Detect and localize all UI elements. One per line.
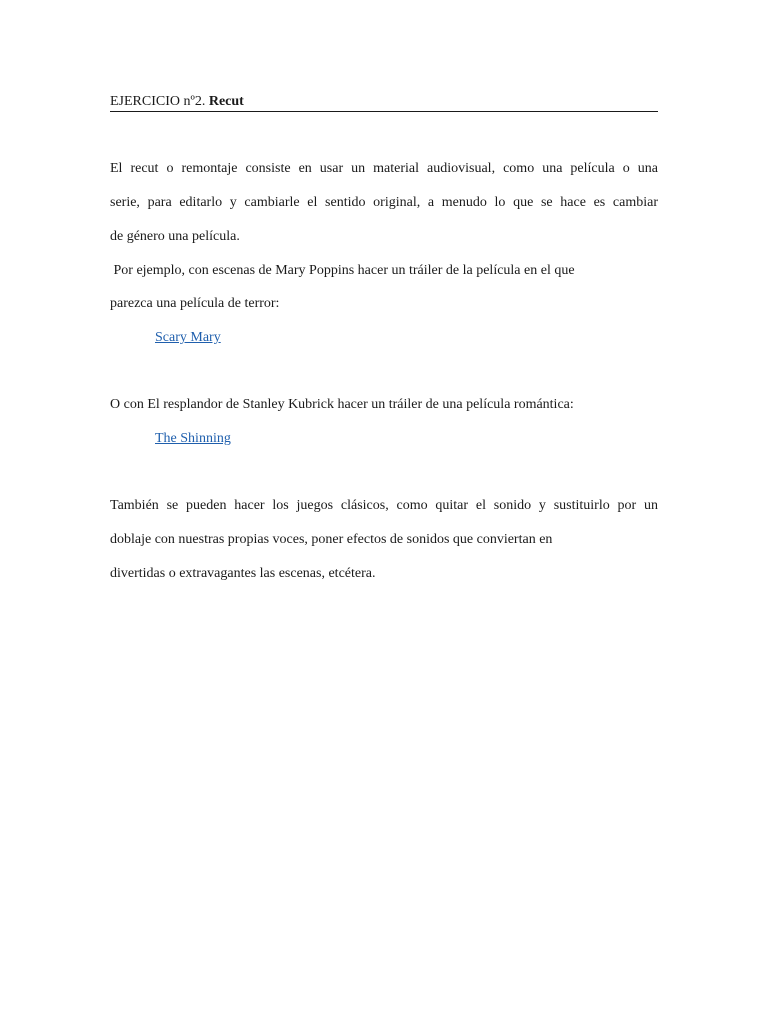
the-shinning-link[interactable]: The Shinning	[155, 431, 231, 446]
exercise-heading	[110, 93, 658, 112]
paragraph-1-line-2: serie, para editarlo y cambiarle el sentido original, a menudo lo que se hace es cambiar	[110, 195, 658, 210]
exercise-number: EJERCICIO nº2.	[110, 94, 206, 109]
paragraph-2-line-2: parezca una película de terror:	[110, 296, 280, 311]
scary-mary-link[interactable]: Scary Mary	[155, 330, 221, 345]
paragraph-2-line-1: Por ejemplo, con escenas de Mary Poppins hacer un tráiler de la película en el que	[110, 263, 575, 278]
exercise-title: Recut	[208, 94, 244, 109]
paragraph-1-line-1: El recut o remontaje consiste en usar un material audiovisual, como una película o una	[110, 161, 658, 176]
paragraph-1-line-3: de género una película.	[110, 229, 240, 244]
paragraph-4-line-1: También se pueden hacer los juegos clásicos, como quitar el sonido y sustituirlo por un	[110, 498, 658, 513]
paragraph-3-line-1: O con El resplandor de Stanley Kubrick hacer un tráiler de una película romántica:	[110, 397, 574, 412]
paragraph-4-line-2: doblaje con nuestras propias voces, poner efectos de sonidos que conviertan en	[110, 532, 553, 547]
paragraph-4-line-3: divertidas o extravagantes las escenas, etcétera.	[110, 566, 376, 581]
